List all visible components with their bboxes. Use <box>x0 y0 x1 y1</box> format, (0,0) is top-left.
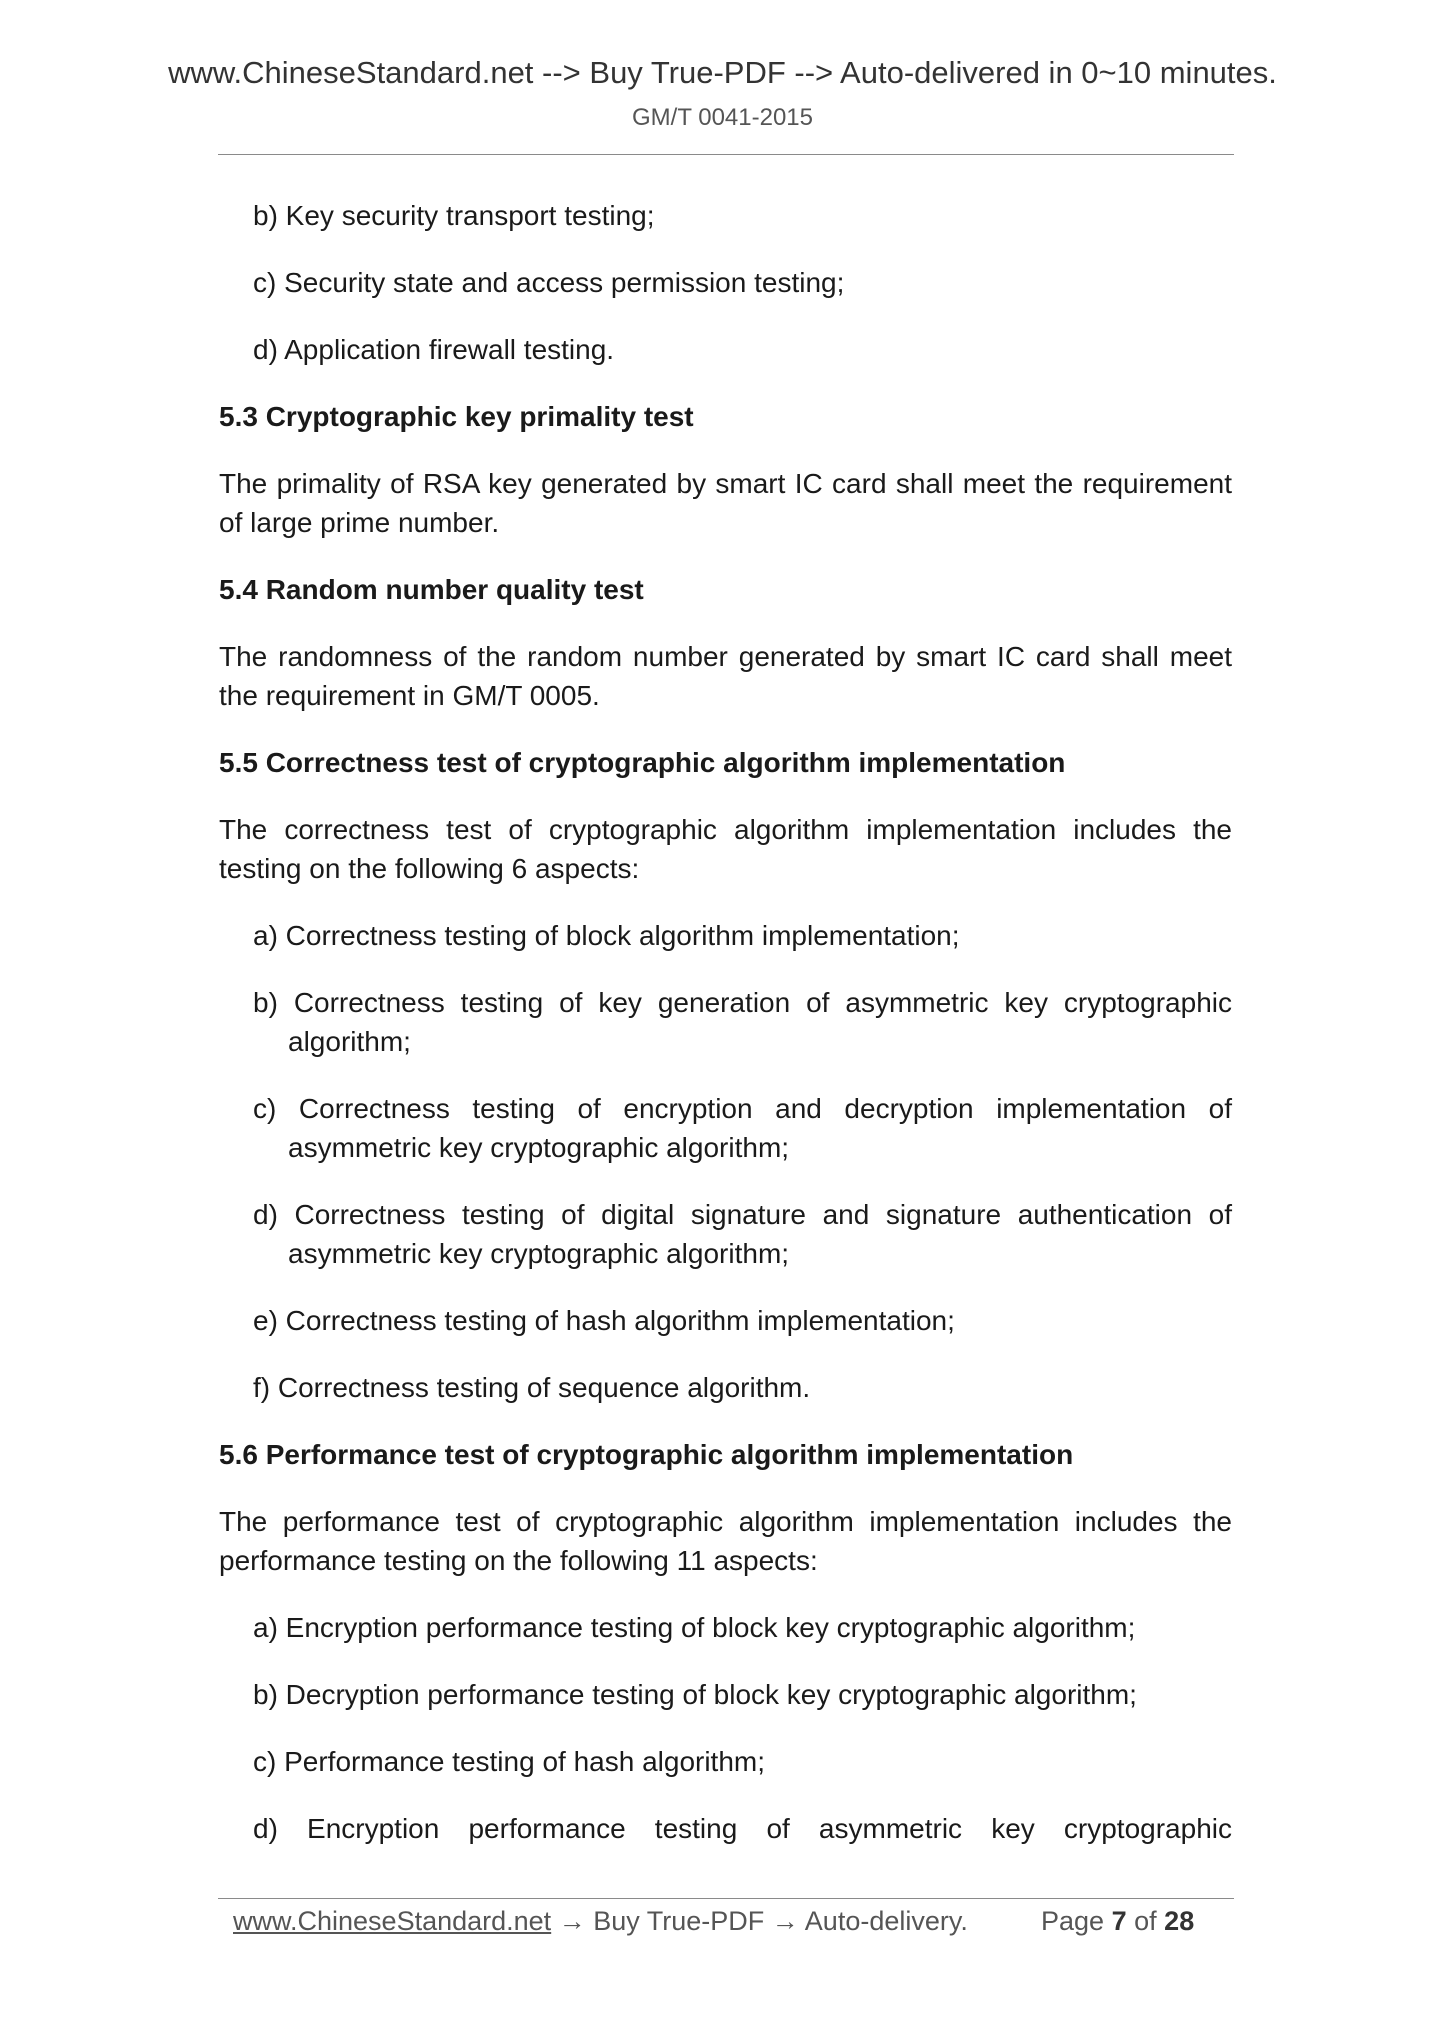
footer-buy-text: Buy True-PDF <box>593 1906 765 1936</box>
page-number: 7 <box>1111 1906 1127 1936</box>
footer-site-link[interactable]: www.ChineseStandard.net <box>233 1906 552 1936</box>
section-paragraph-5-4: The randomness of the random number generated by smart IC card shall meet the requirement in GM/T 0005. <box>219 641 1232 711</box>
section-paragraph-5-3: The primality of RSA key generated by smart IC card shall meet the requirement of large prime number. <box>219 468 1232 538</box>
footer-left <box>233 1906 968 1937</box>
list-item: d) Encryption performance testing of asymmetric key cryptographic <box>253 1813 1232 1844</box>
list-item: b) Correctness testing of key generation of asymmetric key cryptographic algorithm; <box>253 987 1232 1057</box>
page-indicator <box>1041 1906 1194 1937</box>
list-item: c) Performance testing of hash algorithm; <box>253 1746 766 1777</box>
footer-delivery-text: Auto-delivery. <box>804 1906 968 1936</box>
of-word: of <box>1134 1906 1157 1936</box>
list-item: e) Correctness testing of hash algorithm implementation; <box>253 1305 955 1336</box>
list-item: c) Correctness testing of encryption and decryption implementation of asymmetric key cryptographic algorithm; <box>253 1093 1232 1163</box>
list-item: a) Encryption performance testing of block key cryptographic algorithm; <box>253 1612 1136 1643</box>
list-item: d) Correctness testing of digital signature and signature authentication of asymmetric key cryptographic algorithm; <box>253 1199 1232 1269</box>
document-code: GM/T 0041-2015 <box>632 104 813 131</box>
list-item: d) Application firewall testing. <box>253 334 615 365</box>
section-paragraph-5-6: The performance test of cryptographic algorithm implementation includes the performance testing on the following 11 aspects: <box>219 1506 1232 1576</box>
list-item: f) Correctness testing of sequence algorithm. <box>253 1372 811 1403</box>
list-item: c) Security state and access permission testing; <box>253 267 845 298</box>
page-body <box>219 196 1232 1876</box>
list-item: b) Key security transport testing; <box>253 200 655 231</box>
arrow-right-icon: → <box>771 1906 799 1936</box>
header-divider <box>218 154 1234 155</box>
list-item: b) Decryption performance testing of block key cryptographic algorithm; <box>253 1679 1137 1710</box>
header-banner: www.ChineseStandard.net --> Buy True-PDF --> Auto-delivered in 0~10 minutes. <box>168 55 1277 90</box>
section-heading-5-6: 5.6 Performance test of cryptographic algorithm implementation <box>219 1439 1074 1470</box>
section-paragraph-5-5: The correctness test of cryptographic algorithm implementation includes the testing on the following 6 aspects: <box>219 814 1232 884</box>
list-item: a) Correctness testing of block algorithm implementation; <box>253 920 960 951</box>
arrow-right-icon: → <box>558 1906 586 1936</box>
section-heading-5-5: 5.5 Correctness test of cryptographic algorithm implementation <box>219 747 1066 778</box>
page-word: Page <box>1041 1906 1105 1936</box>
section-heading-5-4: 5.4 Random number quality test <box>219 574 644 605</box>
section-heading-5-3: 5.3 Cryptographic key primality test <box>219 401 694 432</box>
footer-divider <box>218 1898 1234 1899</box>
page-total: 28 <box>1164 1906 1195 1936</box>
